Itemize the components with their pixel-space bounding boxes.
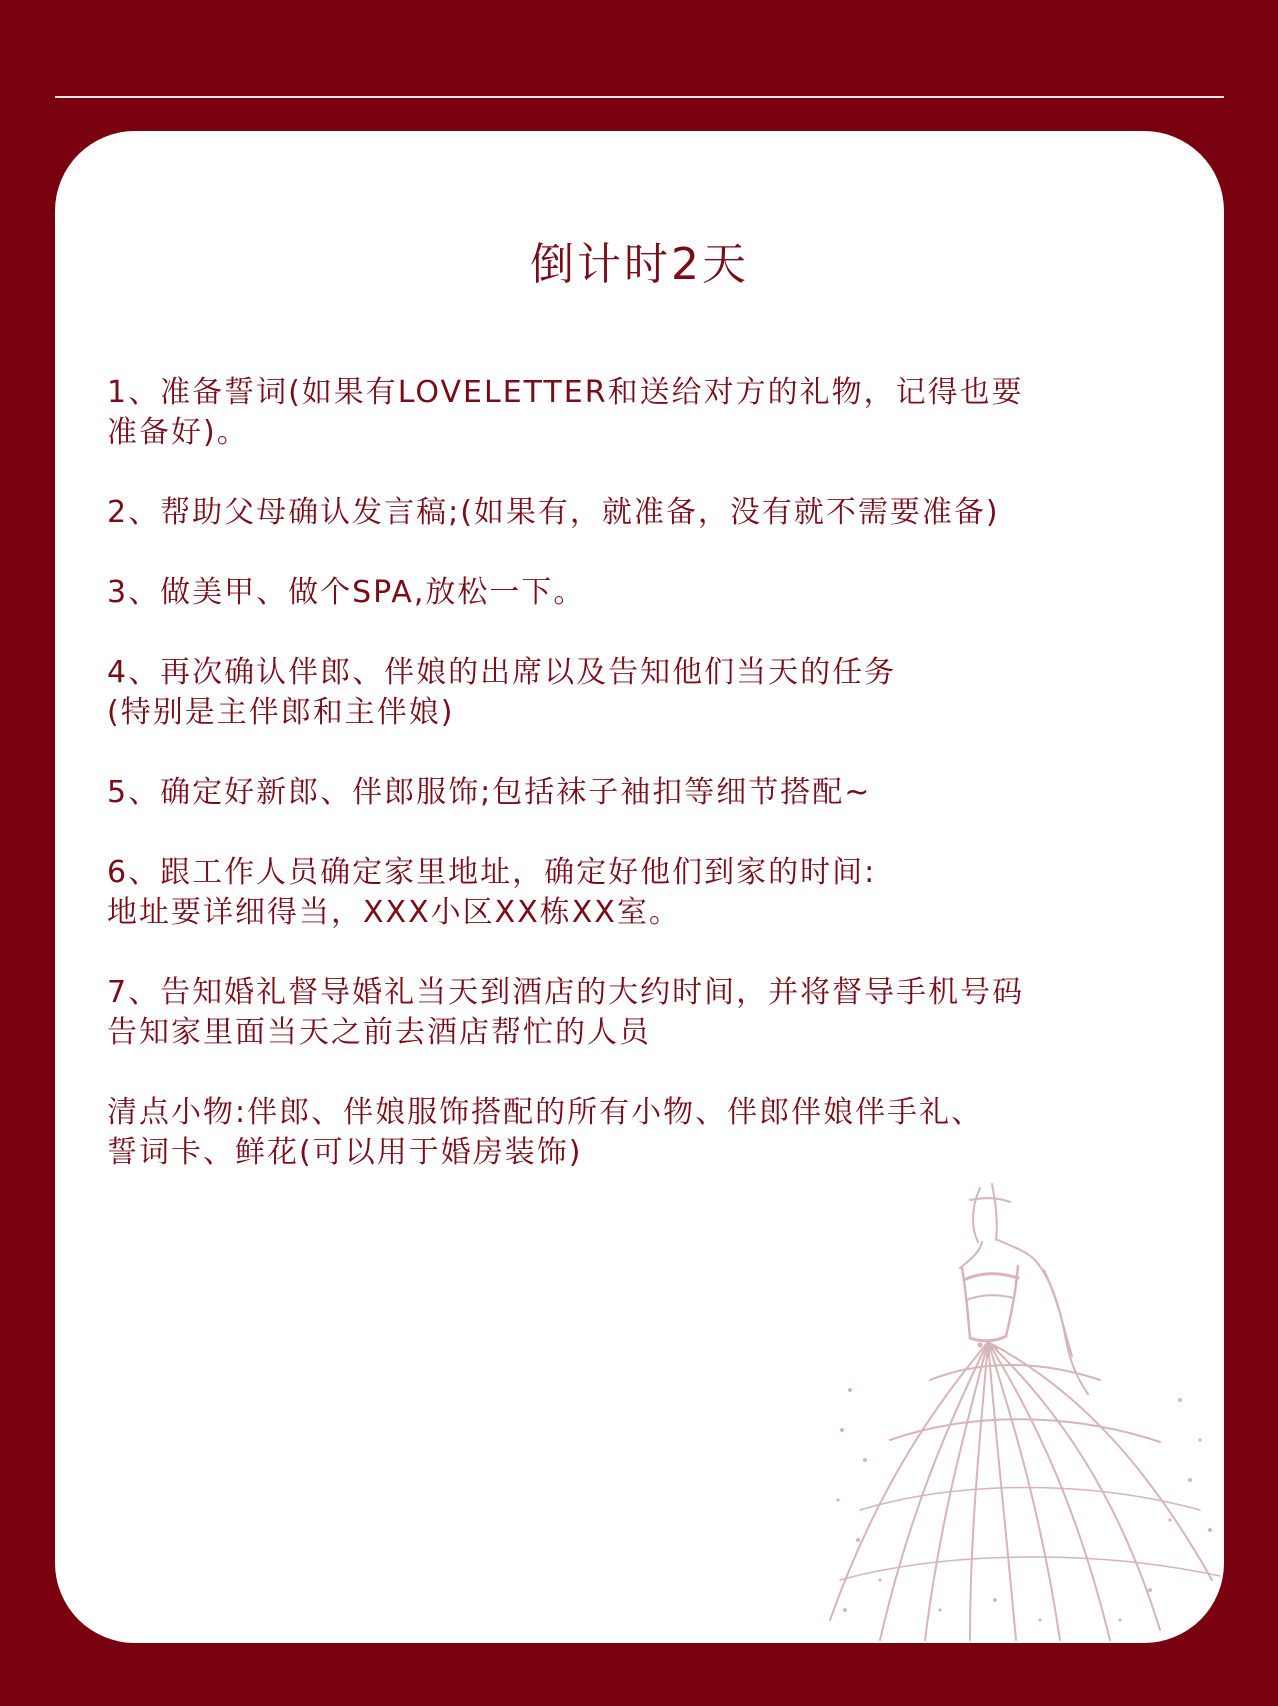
list-item-line: 地址要详细得当，XXX小区XX栋XX室。	[107, 895, 681, 930]
page-title: 倒计时2天	[530, 239, 749, 290]
list-item-line: 4、再次确认伴郎、伴娘的出席以及告知他们当天的任务	[107, 655, 897, 690]
list-item-line: 告知家里面当天之前去酒店帮忙的人员	[107, 1015, 651, 1050]
list-item-line: 6、跟工作人员确定家里地址，确定好他们到家的时间:	[107, 855, 877, 890]
wedding-dress-sketch-icon	[820, 1180, 1224, 1643]
list-item	[107, 493, 1207, 533]
content-card	[55, 131, 1224, 1643]
list-item-line: 2、帮助父母确认发言稿;(如果有，就准备，没有就不需要准备)	[107, 495, 1000, 530]
list-item	[107, 373, 1207, 453]
list-item	[107, 653, 1207, 733]
list-item-line: 准备好)。	[107, 415, 249, 450]
list-item-line: 5、确定好新郎、伴郎服饰;包括袜子袖扣等细节搭配~	[107, 775, 872, 810]
list-item	[107, 1093, 1207, 1173]
top-divider	[55, 96, 1224, 98]
list-item	[107, 773, 1207, 813]
list-item	[107, 573, 1207, 613]
list-item-line: 誓词卡、鲜花(可以用于婚房装饰)	[107, 1135, 583, 1170]
list-item-line: 3、做美甲、做个SPA,放松一下。	[107, 575, 586, 610]
checklist	[107, 373, 1207, 1213]
list-item-line: 1、准备誓词(如果有LOVELETTER和送给对方的礼物，记得也要	[107, 375, 1024, 410]
list-item	[107, 973, 1207, 1053]
list-item-line: (特别是主伴郎和主伴娘)	[107, 695, 455, 730]
list-item	[107, 853, 1207, 933]
list-item-line: 7、告知婚礼督导婚礼当天到酒店的大约时间，并将督导手机号码	[107, 975, 1025, 1010]
list-item-line: 清点小物:伴郎、伴娘服饰搭配的所有小物、伴郎伴娘伴手礼、	[107, 1095, 984, 1130]
